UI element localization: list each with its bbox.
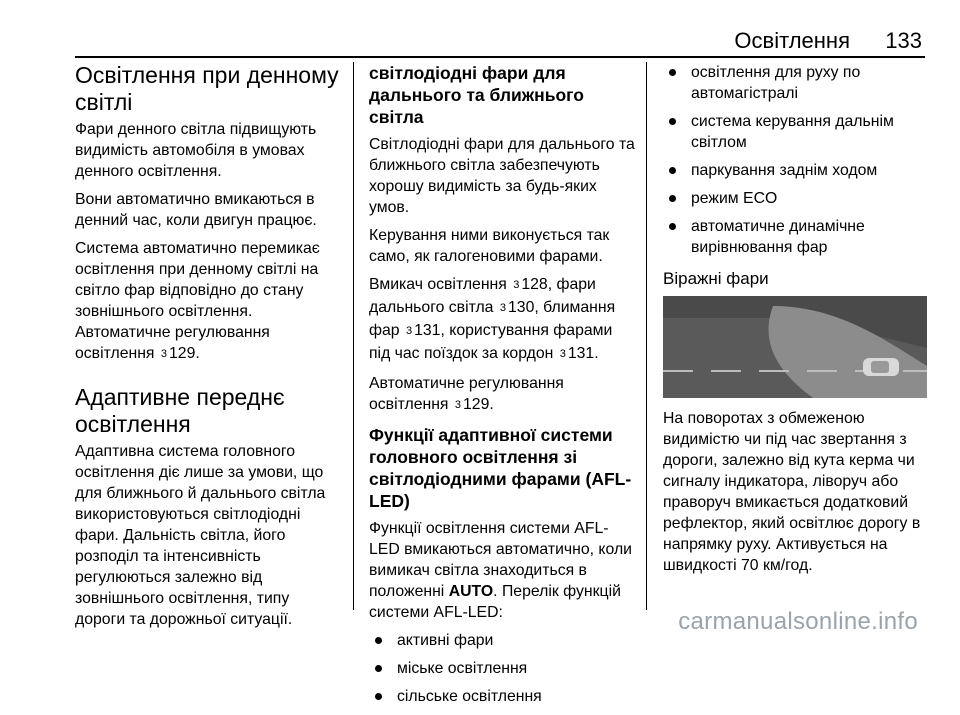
page-number: 133 — [885, 28, 922, 53]
page-ref-link[interactable]: 131. — [567, 345, 599, 362]
heading-cornering-lights: Віражні фари — [663, 269, 769, 288]
paragraph: Світлодіодні фари для дальнього та ближнього світла забезпечують хорошу видимість за будь-яких умов. — [369, 136, 635, 216]
heading-afl-led: Функції адаптивної системи головного освітлення зі світлодіодними фарами (AFL-LED) — [369, 425, 632, 511]
page-ref-link[interactable]: 128, фари дальнього світла — [369, 276, 596, 316]
page-ref-arrow-icon: 3 — [559, 348, 566, 360]
paragraph: Вони автоматично вмикаються в денний час, коли двигун працює. — [75, 191, 317, 229]
car-roof-icon — [871, 361, 889, 373]
paragraph: Фари денного світла підвищують видимість автомобіля в умовах денного освітлення. — [75, 121, 317, 180]
auto-switch-label: AUTO — [448, 583, 494, 600]
paragraph-text: . Перелік функцій системи AFL-LED: — [369, 583, 621, 621]
page-ref-arrow-icon: 3 — [499, 302, 506, 314]
list-item: паркування заднім ходом — [663, 160, 931, 181]
afl-functions-list-continued — [663, 62, 931, 258]
paragraph-reference — [75, 322, 343, 366]
list-item: освітлення для руху по автомагістралі — [663, 62, 931, 104]
page-ref-link[interactable]: 129. — [169, 345, 200, 362]
column-divider-2 — [646, 62, 647, 610]
page-ref-arrow-icon: 3 — [405, 325, 413, 337]
page-header — [0, 0, 960, 60]
column-3 — [663, 62, 931, 583]
paragraph — [369, 518, 635, 623]
reference-text: Вмикач освітлення — [369, 276, 507, 293]
column-divider-1 — [353, 62, 354, 610]
heading-led-headlights: світлодіодні фари для дальнього та ближнього світла — [369, 63, 584, 127]
list-item: сільське освітлення — [369, 686, 635, 707]
section-title: Освітлення — [734, 28, 850, 53]
page-ref-link[interactable]: 130, блимання фар — [369, 299, 616, 339]
paragraph-references — [369, 274, 635, 366]
reference-text: Автоматичне регулювання освітлення — [75, 324, 270, 362]
reference-text: Автоматичне регулювання освітлення — [369, 375, 564, 413]
list-item: система керування дальнім світлом — [663, 111, 931, 153]
page-ref-link[interactable]: 131, користування фарами під час поїздок за кордон — [369, 322, 613, 362]
cornering-light-illustration — [663, 296, 927, 398]
list-item: міське освітлення — [369, 658, 635, 679]
list-item: автоматичне динамічне вирівнювання фар — [663, 216, 931, 258]
heading-daytime-lights: Освітлення при денному світлі — [75, 62, 339, 115]
paragraph: На поворотах з обмеженою видимістю чи під час звертання з дороги, залежно від кута керма чи сигналу індикатора, ліворуч або праворуч вмикається додатковий рефлектор, який освітлює дорогу в напрямку руху. Активується на швидкості 70 км/год. — [663, 410, 921, 574]
list-item: активні фари — [369, 630, 635, 651]
list-item: режим ECO — [663, 188, 931, 209]
page-ref-arrow-icon: 3 — [160, 348, 167, 360]
page-ref-link[interactable]: 129. — [463, 396, 494, 413]
paragraph: Система автоматично перемикає освітлення при денному світлі на світло фар відповідно до стану зовнішнього освітлення. — [75, 240, 320, 320]
paragraph: Адаптивна система головного освітлення діє лише за умови, що для ближнього й дальнього світла використовуються світлодіодні фари. Дальність світла, його розподіл та інтенсивність регулюються залежно від зовнішнього освітлення, типу дороги та дорожньої ситуації. — [75, 443, 326, 628]
watermark: carmanualsonline.info — [678, 608, 918, 635]
page-ref-arrow-icon: 3 — [513, 279, 520, 291]
column-2 — [369, 62, 635, 715]
heading-adaptive-lighting: Адаптивне переднє освітлення — [75, 384, 285, 437]
paragraph-text: Функції освітлення системи AFL-LED вмикаються автоматично, коли вимикач світла знаходиться в положенні — [369, 520, 632, 600]
paragraph-reference — [369, 373, 635, 417]
column-1 — [75, 62, 343, 637]
page-ref-arrow-icon: 3 — [454, 399, 461, 411]
paragraph: Керування ними виконується так само, як галогеновими фарами. — [369, 227, 610, 265]
header-rule — [75, 56, 925, 58]
